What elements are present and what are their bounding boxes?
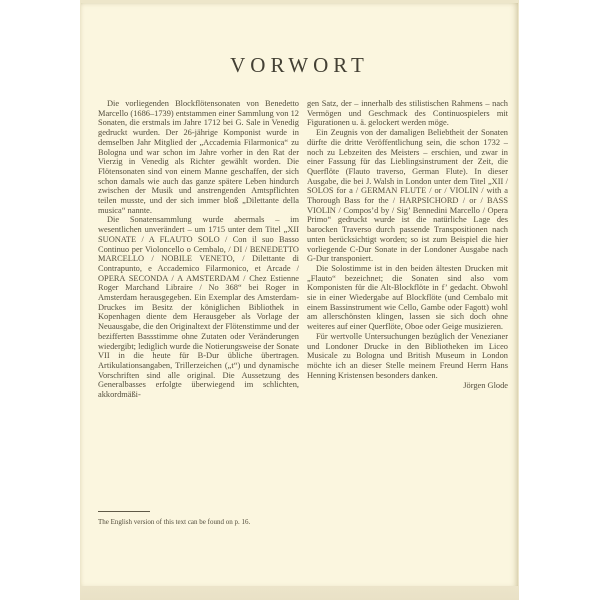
right-column	[307, 99, 508, 400]
paragraph-continuation: gen Satz, der – innerhalb des stilistischen Rahmens – nach Vermögen und Geschmack des Continuospielers mit Figurationen u. ä. gelockert werden möge.	[307, 99, 508, 128]
text-columns	[98, 99, 508, 400]
preface-page	[81, 3, 518, 586]
paragraph: Ein Zeugnis von der damaligen Beliebtheit der Sonaten dürfte die dritte Veröffentlichung sein, die schon 1732 – noch zu Lebzeiten des Meisters – erschien, und zwar in einer Fassung für das Lieblingsinstrument der Zeit, die Querflöte (Flauto traverso, German Flute). In dieser Ausgabe, die bei J. Walsh in London unter dem Titel „XII / SOLOS for a / GERMAN FLUTE / or / VIOLIN / with a Thorough Bass for the / HARPSICHORD / or / BASS VIOLIN / Compos’d by / Sig’ Bennedini Marcello / Opera Primo“ gedruckt wurde ist die natürliche Lage des barocken Traverso durch passende Transpositionen nach unten berücksichtigt worden; so ist zum Beispiel die hier vorliegende C-Dur Sonate in der Londoner Ausgabe nach G-Dur transponiert.	[307, 128, 508, 264]
footnote-text: The English version of this text can be found on p. 16.	[98, 518, 251, 526]
paragraph: Die vorliegenden Blockflötensonaten von Benedetto Marcello (1686–1739) entstammen einer Sammlung von 12 Sonaten, die erstmals im Jahre 1712 bei G. Sale in Venedig gedruckt wurden. Der 26-jährige Komponist wurde in demselben Jahr Mitglied der „Accademia Filarmonica“ zu Bologna und war schon im Jahre vorher in den Rat der Vierzig in Venedig als Richter gewählt worden. Die Flötensonaten sind von einem Manne geschaffen, der sich schon damals wie auch das ganze spätere Leben hindurch zwischen der Musik und anstrengenden Amtspflichten teilen musste, und der sich immer bloß „Dilettante della musica“ nannte.	[98, 99, 299, 215]
footnote	[98, 511, 398, 527]
paragraph: Die Solostimme ist in den beiden ältesten Drucken mit „Flauto“ bezeichnet; die Sonaten sind also vom Komponisten für die Alt-Blockflöte in f’ gedacht. Obwohl sie in einer Wiedergabe auf Blockflöte (und Cembalo mit einem Bassinstrument wie Cello, Gambe oder Fagott) wohl am allerschönsten klingen, lassen sie sich doch ohne weiteres auf einer Querflöte, Oboe oder Geige musizieren.	[307, 263, 508, 332]
left-column	[98, 99, 299, 400]
paragraph: Für wertvolle Untersuchungen bezüglich der Venezianer und Londoner Drucke in den Bibliotheken im Liceo Musicale zu Bologna und British Museum in London möchte ich an dieser Stelle meinem Freund Herrn Hans Henning Kristensen besonders danken.	[307, 331, 508, 380]
paragraph: Die Sonatensammlung wurde abermals – im wesentlichen unverändert – um 1715 unter dem Titel „XII SUONATE / A FLAUTO SOLO / Con il suo Basso Continuo per Violoncello o Cembalo, / DI / BENEDETTO MARCELLO / NOBILE VENETO, / Dilettante di Contrapunto, e Accademico Filarmonico, et Arcade / OPERA SECONDA / A AMSTERDAM / Chez Estienne Roger Marchand Libraire / No 368“ bei Roger in Amsterdam herausgegeben. Ein Exemplar des Amsterdam-Druckes im Besitz der königlichen Bibliothek in Kopenhagen diente dem Herausgeber als Vorlage der Neuausgabe, die den Originaltext der Flötenstimme und der bezifferten Bassstimme ohne Zutaten oder Veränderungen wiedergibt; lediglich wurde die Notierungsweise der Sonate VII in die heute für B-Dur übliche übertragen. Artikulationsangaben, Trillerzeichen („t“) und dynamische Vorschriften sind alle original. Die Aussetzung des Generalbasses erfolgte überwiegend im schlichten, akkordmäßi-	[98, 215, 299, 400]
footnote-rule	[98, 511, 150, 512]
page-edge-stack	[80, 0, 519, 600]
author-signature: Jörgen Glode	[463, 381, 508, 391]
page-title: VORWORT	[230, 53, 369, 77]
